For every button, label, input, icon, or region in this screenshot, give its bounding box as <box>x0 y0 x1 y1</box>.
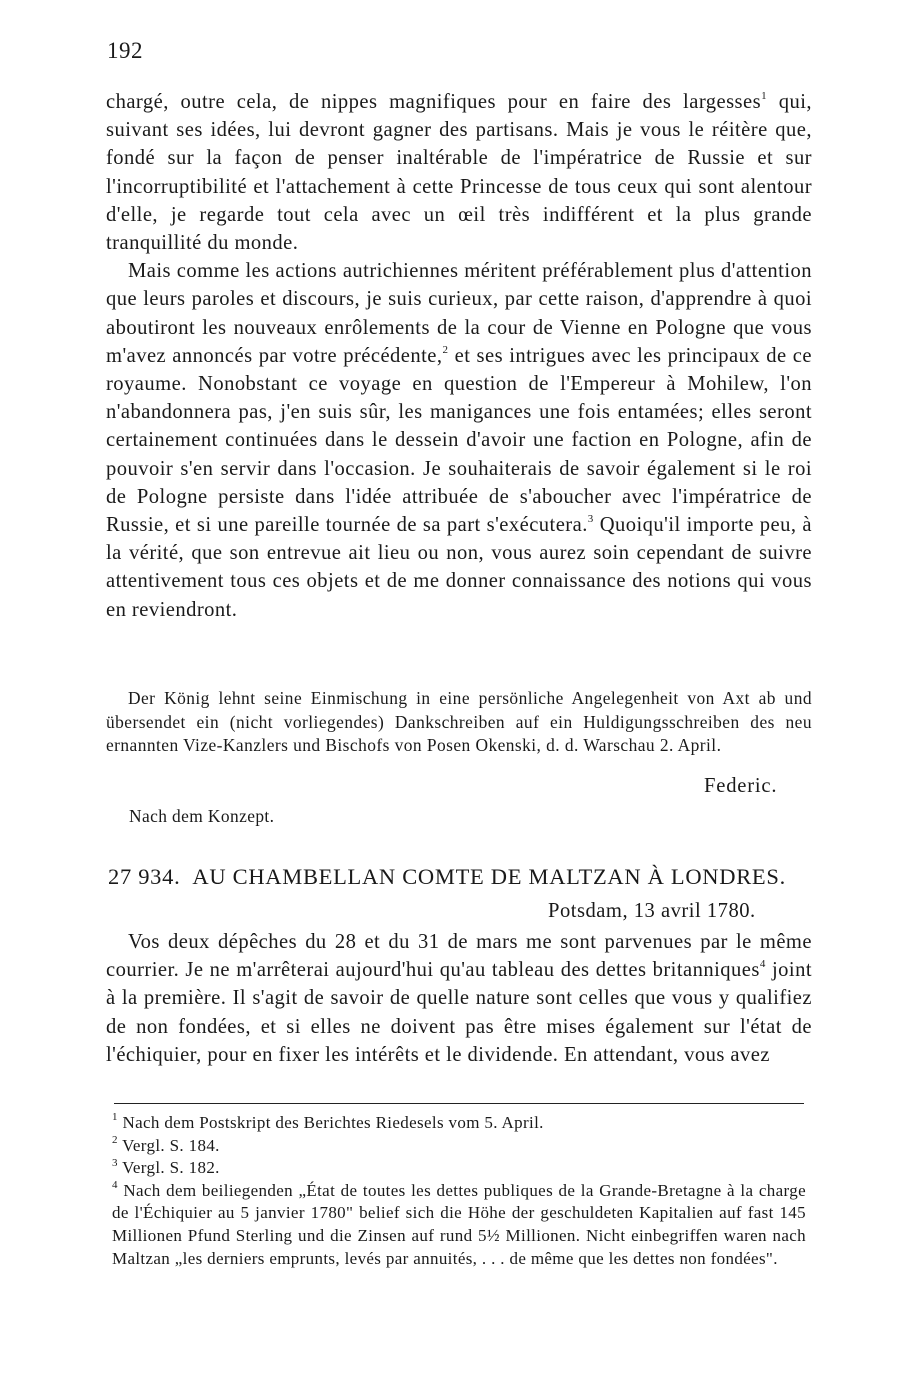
page-number: 192 <box>107 38 143 63</box>
footnote-1 <box>112 1112 806 1135</box>
letter-body-new <box>106 928 812 1069</box>
paragraph-2 <box>106 257 812 624</box>
footnote-2 <box>112 1135 806 1158</box>
footnote-marker: 4 <box>112 1179 118 1192</box>
letter-heading <box>108 864 786 890</box>
footnote-text: Vergl. S. 182. <box>117 1158 220 1178</box>
letter-number: 27 934. <box>108 864 181 889</box>
dateline: Potsdam, 13 avril 1780. <box>548 900 756 922</box>
footnote-divider <box>114 1103 804 1104</box>
footnote-marker: 1 <box>112 1111 118 1124</box>
footnote-3 <box>112 1157 806 1180</box>
footnote-ref-3: 3 <box>587 513 594 526</box>
footnote-4 <box>112 1180 806 1270</box>
footnote-ref-1: 1 <box>761 90 768 103</box>
paragraph-3-part-a: Vos deux dépêches du 28 et du 31 de mars me sont parvenues par le même courrier. Je ne m'arrêterai aujourd'hui qu'au tableau des dettes britanniques <box>106 931 812 982</box>
footnotes <box>112 1112 806 1270</box>
footnote-text: Vergl. S. 184. <box>117 1135 220 1155</box>
source-note: Nach dem Konzept. <box>129 806 275 826</box>
footnote-marker: 2 <box>112 1133 118 1146</box>
letter-recipient: AU CHAMBELLAN COMTE DE MALTZAN À LONDRES. <box>192 864 786 889</box>
editorial-summary: Der König lehnt seine Einmischung in eine persönliche Angelegenheit von Axt ab und übersendet ein (nicht vorliegendes) Dankschreiben auf ein Huldigungsschreiben des neu ernannten Vize-Kanzlers und Bischofs von Posen Okenski, d. d. Warschau 2. April. <box>106 688 812 756</box>
footnote-marker: 3 <box>112 1156 118 1169</box>
paragraph-1-text: chargé, outre cela, de nippes magnifiques pour en faire des largesses <box>106 91 762 113</box>
footnote-text: Nach dem beiliegenden „État de toutes les dettes publiques de la Grande-Bretagne à la charge de l'Échiquier au 5 janvier 1780" belief sich die Höhe der geschuldeten Kapitalien auf fast 145 Millionen Pfund Sterling und die Zinsen auf rund 5½ Millionen. Nicht einbegriffen waren nach Maltzan „les derniers emprunts, levés par annuités, . . . de même que les dettes non fondées". <box>112 1180 806 1268</box>
paragraph-1 <box>106 88 812 257</box>
signature: Federic. <box>704 775 778 797</box>
paragraph-1-continued: qui, suivant ses idées, lui devront gagner des partisans. Mais je vous le réitère que, fondé sur la façon de penser inaltérable de l'impératrice de Russie et sur l'incorruptibilité et l'attachement à cette Princesse de tous ceux qui sont alentour d'elle, je regarde tout cela avec un œil très indifférent et la plus grande tranquillité du monde. <box>106 91 812 255</box>
footnote-ref-2: 2 <box>442 343 449 356</box>
paragraph-2-part-b: et ses intrigues avec les principaux de ce royaume. Nonobstant ce voyage en question de l'Empereur à Mohilew, l'on n'abandonnera pas, j'en suis sûr, les manigances une fois entamées; elles seront certainement continuées dans le dessein d'avoir une faction en Pologne, afin de pouvoir s'en servir dans l'occasion. Je souhaiterais de savoir également si le roi de Pologne persiste dans l'idée attribuée de s'aboucher avec l'impératrice de Russie, et si une pareille tournée de sa part s'exécutera. <box>106 344 812 537</box>
footnote-ref-4: 4 <box>759 958 766 971</box>
paragraph-2-part-c: Quoiqu'il importe peu, à la vérité, que son entrevue ait lieu ou non, vous aurez soin cependant de suivre attentivement tous ces objets et de me donner connaissance des notions qui vous en reviendront. <box>106 514 812 621</box>
footnote-text: Nach dem Postskript des Berichtes Riedesels vom 5. April. <box>117 1113 544 1132</box>
paragraph-3-part-b: joint à la première. Il s'agit de savoir de quelle nature sont celles que vous y qualifiez de non fondées, et si elles ne doivent pas être mises également sur l'état de l'échiquier, pour en fixer les intérêts et le dividende. En attendant, vous avez <box>106 959 812 1066</box>
letter-body-continued <box>106 88 812 624</box>
paragraph-3 <box>106 928 812 1069</box>
paragraph-2-part-a: Mais comme les actions autrichiennes méritent préférablement plus d'attention que leurs paroles et discours, je suis curieux, par cette raison, d'apprendre à quoi aboutiront les nouveaux enrôlements de la cour de Vienne en Pologne que vous m'avez annoncés par votre précédente, <box>106 260 812 367</box>
